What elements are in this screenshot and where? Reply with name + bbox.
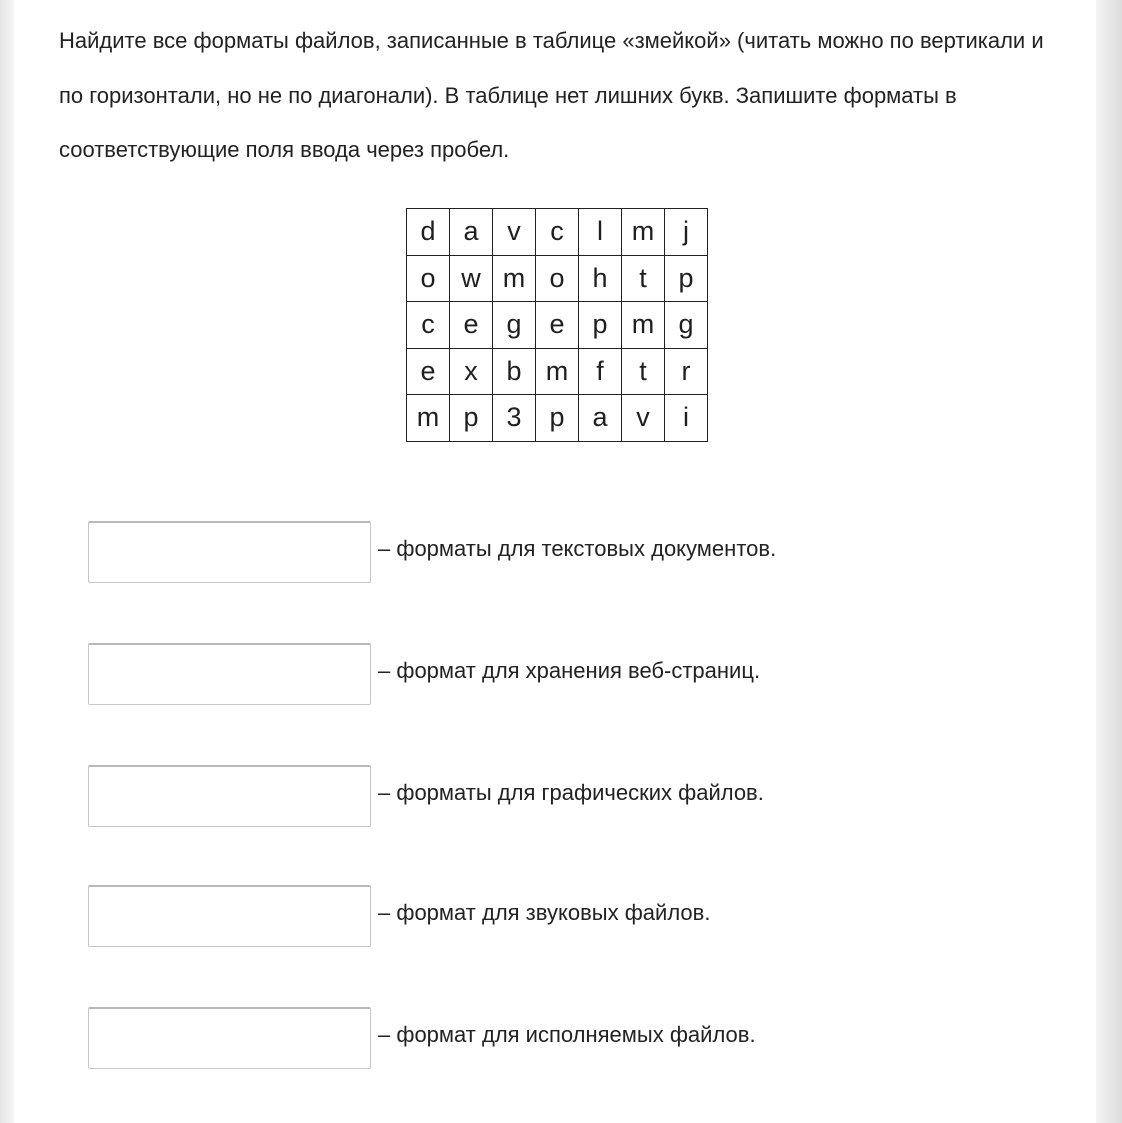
web-format-label: – формат для хранения веб-страниц. (378, 658, 761, 683)
text-formats-label: – форматы для текстовых документов. (378, 536, 777, 561)
grid-cell: e (536, 302, 579, 349)
grid-cell: m (493, 255, 536, 302)
grid-cell: v (622, 395, 665, 442)
grid-cell: m (536, 348, 579, 395)
grid-cell: p (579, 302, 622, 349)
right-page-shadow (1096, 0, 1122, 1123)
grid-cell: j (665, 209, 708, 256)
audio-format-label: – формат для звуковых файлов. (378, 900, 711, 925)
grid-cell: t (622, 255, 665, 302)
letter-grid (406, 208, 708, 442)
grid-cell: e (407, 348, 450, 395)
grid-cell: d (407, 209, 450, 256)
grid-cell: l (579, 209, 622, 256)
grid-cell: v (493, 209, 536, 256)
task-instructions: Найдите все форматы файлов, записанные в таблице «змейкой» (читать можно по вертикали и по горизонтали, но не по диагонали). В таблице нет лишних букв. Запишите форматы в соответствующие поля ввода через пробел. (59, 28, 1044, 162)
grid-cell: 3 (493, 395, 536, 442)
graphics-formats-input[interactable] (88, 765, 371, 827)
grid-cell: c (536, 209, 579, 256)
grid-row (407, 255, 708, 302)
answer-row-web-pages (88, 643, 988, 705)
answer-row-executables (88, 1007, 988, 1069)
task-page (14, 0, 1096, 1123)
answer-row-graphics (88, 765, 988, 827)
grid-cell: p (665, 255, 708, 302)
grid-cell: t (622, 348, 665, 395)
grid-cell: h (579, 255, 622, 302)
grid-row (407, 209, 708, 256)
executable-format-label: – формат для исполняемых файлов. (378, 1022, 756, 1047)
grid-cell: f (579, 348, 622, 395)
grid-cell: i (665, 395, 708, 442)
grid-cell: g (665, 302, 708, 349)
grid-cell: a (579, 395, 622, 442)
grid-cell: p (536, 395, 579, 442)
grid-cell: g (493, 302, 536, 349)
audio-format-input[interactable] (88, 885, 371, 947)
grid-cell: o (536, 255, 579, 302)
grid-cell: a (450, 209, 493, 256)
grid-row (407, 395, 708, 442)
grid-cell: b (493, 348, 536, 395)
grid-cell: m (622, 209, 665, 256)
grid-cell: r (665, 348, 708, 395)
answer-row-text-documents (88, 521, 988, 583)
executable-format-input[interactable] (88, 1007, 371, 1069)
grid-row (407, 348, 708, 395)
web-format-input[interactable] (88, 643, 371, 705)
grid-cell: o (407, 255, 450, 302)
graphics-formats-label: – форматы для графических файлов. (378, 780, 764, 805)
grid-cell: c (407, 302, 450, 349)
grid-cell: p (450, 395, 493, 442)
grid-cell: e (450, 302, 493, 349)
left-page-shadow (0, 0, 14, 1123)
grid-cell: m (407, 395, 450, 442)
grid-row (407, 302, 708, 349)
grid-cell: m (622, 302, 665, 349)
grid-cell: x (450, 348, 493, 395)
grid-cell: w (450, 255, 493, 302)
text-formats-input[interactable] (88, 521, 371, 583)
answer-row-audio (88, 885, 988, 947)
